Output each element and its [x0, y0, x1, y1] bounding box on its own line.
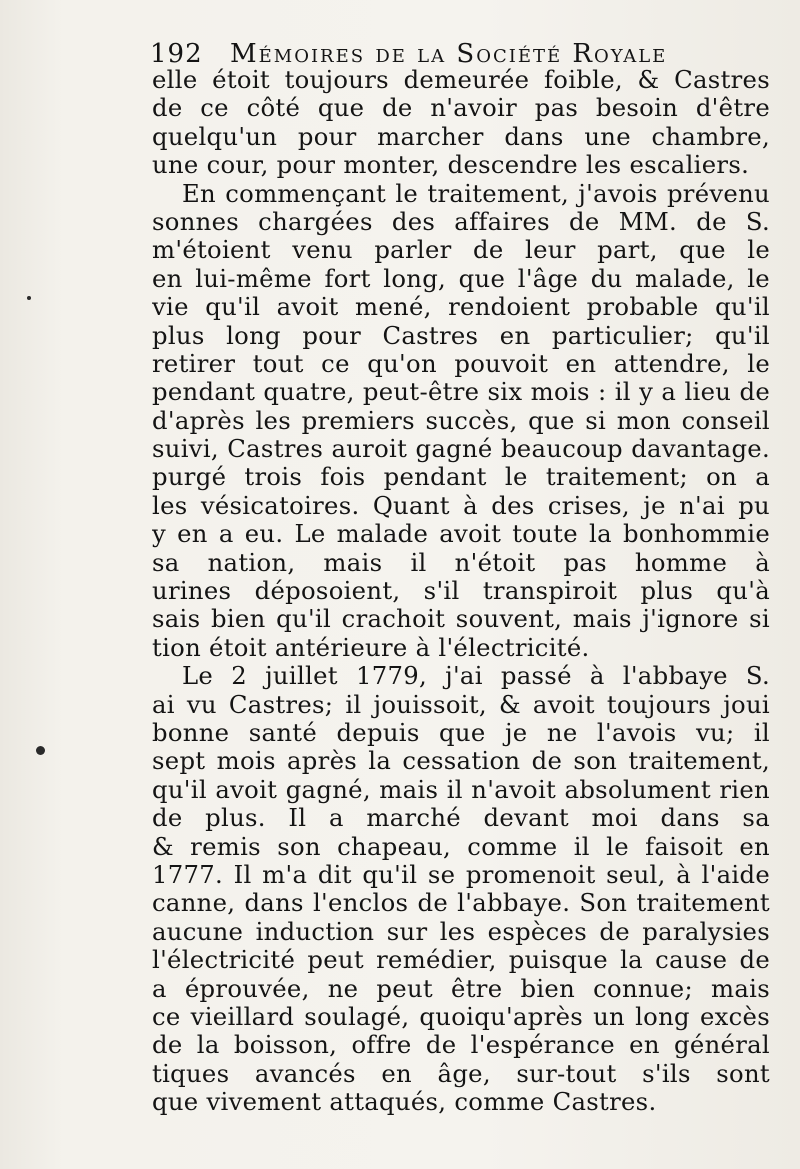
text-line: 1777. Il m'a dit qu'il se promenoit seul, à l'aide — [152, 860, 770, 889]
text-line: elle étoit toujours demeurée foible, & Castres — [152, 66, 770, 94]
text-line: tion étoit antérieure à l'électricité. — [152, 632, 590, 662]
text-line: urines déposoient, s'il transpiroit plus qu'à — [152, 577, 770, 606]
text-line: sonnes chargées des affaires de MM. de S. — [152, 207, 770, 236]
text-line: & remis son chapeau, comme il le faisoit en — [152, 832, 770, 861]
paragraph-start-line: En commençant le traitement, j'avois prévenu — [182, 179, 770, 208]
text-line: l'électricité peut remédier, puisque la cause de — [152, 946, 770, 975]
text-line: m'étoient venu parler de leur part, que le — [152, 236, 770, 265]
body-text — [152, 66, 770, 1116]
text-line: que vivement attaqués, comme Castres. — [152, 1087, 657, 1117]
text-line: d'après les premiers succès, que si mon conseil — [152, 406, 770, 435]
text-line: de plus. Il a marché devant moi dans sa — [152, 804, 770, 833]
text-line: suivi, Castres auroit gagné beaucoup davantage. — [152, 435, 770, 464]
text-line: ai vu Castres; il jouissoit, & avoit toujours joui — [152, 690, 770, 719]
text-line: plus long pour Castres en particulier; qu'il — [152, 321, 770, 350]
text-line: retirer tout ce qu'on pouvoit en attendre, le — [152, 349, 770, 378]
text-line: une cour, pour monter, descendre les escaliers. — [152, 150, 750, 180]
text-line: quelqu'un pour marcher dans une chambre, — [152, 122, 770, 151]
text-line: a éprouvée, ne peut être bien connue; mais — [152, 974, 770, 1003]
text-line: en lui-même fort long, que l'âge du malade, le — [152, 264, 770, 293]
text-line: ce vieillard soulagé, quoiqu'après un long excès — [152, 1002, 770, 1031]
text-line: sa nation, mais il n'étoit pas homme à — [152, 548, 770, 577]
text-line: aucune induction sur les espèces de paralysies — [152, 917, 770, 946]
running-title: Mémoires de la Société Royale — [230, 39, 668, 69]
page-number: 192 — [150, 39, 203, 69]
text-line: de ce côté que de n'avoir pas besoin d'être — [152, 94, 770, 123]
text-line: sais bien qu'il crachoit souvent, mais j'ignore si — [152, 605, 770, 634]
text-line: les vésicatoires. Quant à des crises, je n'ai pu — [152, 491, 770, 520]
text-line: y en a eu. Le malade avoit toute la bonhommie — [152, 520, 770, 549]
text-line: purgé trois fois pendant le traitement; on a — [152, 463, 770, 492]
text-line: pendant quatre, peut-être six mois : il y a lieu de — [152, 378, 770, 407]
ink-speck — [36, 746, 45, 755]
paragraph-start-line: Le 2 juillet 1779, j'ai passé à l'abbaye S. — [182, 662, 770, 691]
text-line: tiques avancés en âge, sur-tout s'ils sont — [152, 1059, 770, 1088]
text-line: de la boisson, offre de l'espérance en général — [152, 1031, 770, 1060]
ink-speck — [27, 296, 31, 300]
text-line: bonne santé depuis que je ne l'avois vu; il — [152, 718, 770, 747]
text-line: vie qu'il avoit mené, rendoient probable qu'il — [152, 293, 770, 322]
text-line: qu'il avoit gagné, mais il n'avoit absolument rien — [152, 775, 770, 804]
text-line: canne, dans l'enclos de l'abbaye. Son traitement — [152, 889, 770, 918]
text-line: sept mois après la cessation de son traitement, — [152, 747, 770, 776]
